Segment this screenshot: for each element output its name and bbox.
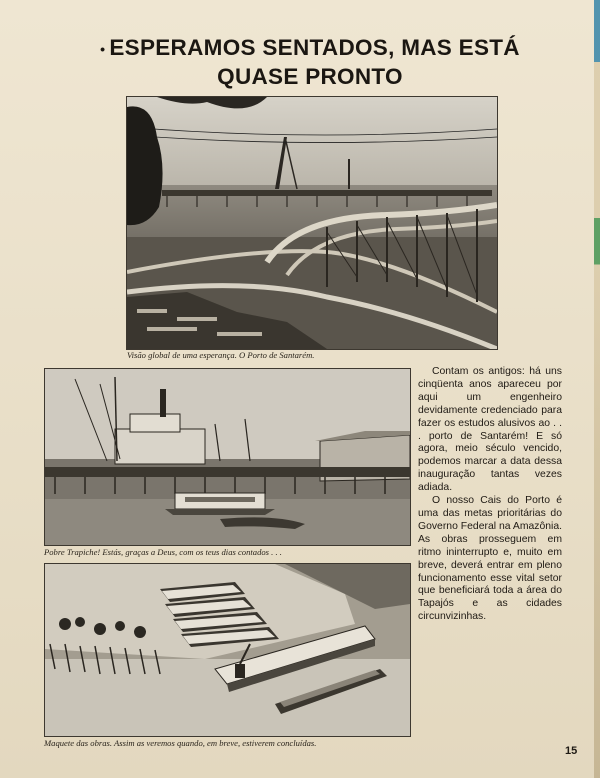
caption-maquete: Maquete das obras. Assim as veremos quando, em breve, estiverem concluídas. [44,738,317,748]
photo-maquete-illustration [45,564,410,736]
photo-trapiche [44,368,411,546]
photo-port-illustration [127,97,497,349]
page-edge-strip [594,0,600,778]
caption-port: Visão global de uma esperança. O Porto de Santarém. [127,350,315,360]
article-paragraph-2: O nosso Cais do Porto é uma das metas prioritárias do Governo Federal na Amazônia. As obras prosseguem em ritmo ininterrupto e, muito em breve, deverá entrar em pleno funcionamento esse vital setor que beneficiará toda a área do Tapajós e as cidades circunvizinhas. [418,495,562,623]
title-line-1: ESPERAMOS SENTADOS, MAS ESTÁ [109,35,520,60]
page-number: 15 [565,745,578,757]
article-body [418,366,562,624]
article-title [40,34,580,90]
photo-port-santarem [126,96,498,350]
title-bullet-icon: • [100,40,106,57]
title-line-2: QUASE PRONTO [217,63,403,89]
caption-trapiche: Pobre Trapiche! Estás, graças a Deus, com os teus dias contados . . . [44,547,282,557]
photo-maquete [44,563,411,737]
article-paragraph-1: Contam os antigos: há uns cinqüenta anos apareceu por aqui um engenheiro devidamente credenciado para fazer os estudos alusivos ao . . . porto de Santarém! E só agora, meio século vencido, podemos marcar a data dessa inauguração tantas vezes adiada. [418,366,562,494]
photo-trapiche-illustration [45,369,410,545]
